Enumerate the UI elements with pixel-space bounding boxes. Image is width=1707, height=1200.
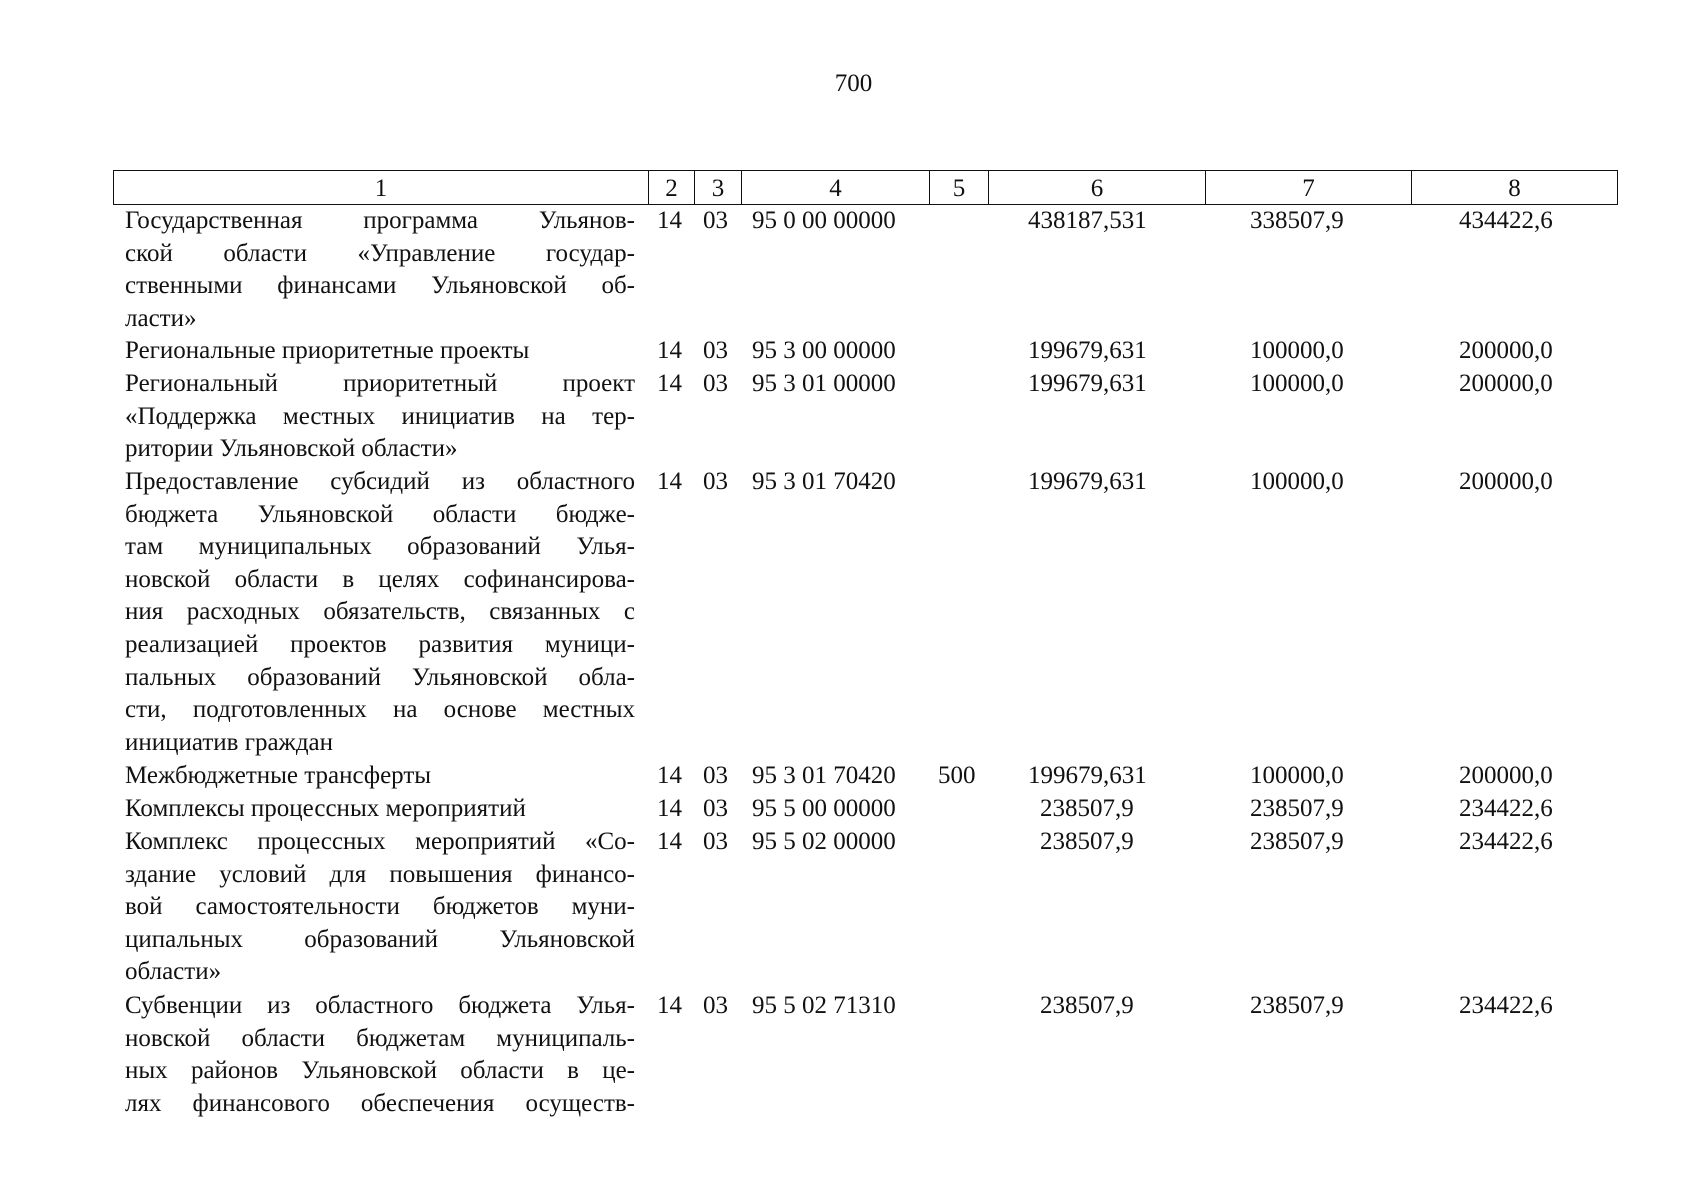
description-line: ласти»: [125, 304, 197, 332]
cell-amount-6: 238507,9: [1040, 992, 1134, 1019]
column-header-3: 3: [695, 171, 742, 205]
description-line: «Поддержка местных инициатив на тер-: [125, 402, 635, 430]
description-line: Предоставление субсидий из областного: [125, 468, 635, 495]
cell-amount-6: 199679,631: [1028, 762, 1147, 789]
cell-amount-8: 234422,6: [1459, 828, 1553, 855]
cell-subsection: 03: [703, 795, 728, 822]
table-header: [113, 170, 1618, 205]
page-number: 700: [834, 70, 873, 97]
cell-target-article: 95 3 00 00000: [752, 337, 896, 364]
description-line: Межбюджетные трансферты: [125, 762, 432, 789]
row-description: [125, 793, 635, 826]
column-header-4: 4: [742, 171, 930, 205]
cell-amount-6: 199679,631: [1028, 370, 1147, 397]
column-header-8: 8: [1412, 171, 1618, 205]
cell-subsection: 03: [703, 828, 728, 855]
cell-amount-6: 238507,9: [1040, 795, 1134, 822]
cell-amount-6: 238507,9: [1040, 828, 1134, 855]
cell-target-article: 95 3 01 00000: [752, 370, 896, 397]
description-line: Комплексы процессных мероприятий: [125, 795, 526, 822]
cell-subsection: 03: [703, 468, 728, 495]
cell-subsection: 03: [703, 207, 728, 234]
description-line: Региональные приоритетные проекты: [125, 337, 530, 364]
column-header-2: 2: [649, 171, 695, 205]
cell-amount-8: 200000,0: [1459, 370, 1553, 397]
row-description: [125, 826, 635, 989]
row-description: [125, 205, 635, 335]
description-line: ных районов Ульяновской области в це-: [125, 1057, 635, 1085]
description-line: Комплекс процессных мероприятий «Со-: [125, 828, 635, 855]
description-line: вой самостоятельности бюджетов муни-: [125, 893, 635, 921]
cell-amount-7: 238507,9: [1250, 828, 1344, 855]
cell-amount-8: 434422,6: [1459, 207, 1553, 234]
cell-amount-8: 200000,0: [1459, 337, 1553, 364]
cell-target-article: 95 5 00 00000: [752, 795, 896, 822]
description-line: Региональный приоритетный проект: [125, 370, 635, 397]
cell-amount-7: 238507,9: [1250, 795, 1344, 822]
cell-subsection: 03: [703, 370, 728, 397]
description-line: здание условий для повышения финансо-: [125, 860, 635, 888]
column-header-6: 6: [989, 171, 1206, 205]
column-header-1: 1: [114, 171, 649, 205]
cell-target-article: 95 0 00 00000: [752, 207, 896, 234]
description-line: ритории Ульяновской области»: [125, 435, 458, 463]
description-line: там муниципальных образований Улья-: [125, 533, 635, 561]
description-line: новской области в целях софинансирова-: [125, 565, 635, 593]
cell-target-article: 95 5 02 00000: [752, 828, 896, 855]
description-line: области»: [125, 958, 222, 986]
description-line: реализацией проектов развития муници-: [125, 630, 635, 658]
cell-amount-8: 200000,0: [1459, 468, 1553, 495]
description-line: новской области бюджетам муниципаль-: [125, 1024, 635, 1052]
cell-amount-6: 438187,531: [1028, 207, 1147, 234]
description-line: инициатив граждан: [125, 728, 334, 756]
description-line: Государственная программа Ульянов-: [125, 207, 635, 234]
row-description: [125, 990, 635, 1120]
cell-amount-7: 100000,0: [1250, 370, 1344, 397]
column-header-5: 5: [930, 171, 989, 205]
cell-amount-7: 238507,9: [1250, 992, 1344, 1019]
cell-target-article: 95 3 01 70420: [752, 762, 896, 789]
description-line: ципальных образований Ульяновской: [125, 925, 635, 953]
cell-subsection: 03: [703, 762, 728, 789]
description-line: пальных образований Ульяновской обла-: [125, 663, 635, 691]
description-line: Субвенции из областного бюджета Улья-: [125, 992, 635, 1019]
cell-section: 14: [657, 795, 682, 822]
cell-amount-6: 199679,631: [1028, 468, 1147, 495]
row-description: [125, 335, 635, 368]
description-line: ния расходных обязательств, связанных с: [125, 598, 635, 626]
cell-amount-8: 200000,0: [1459, 762, 1553, 789]
cell-amount-7: 338507,9: [1250, 207, 1344, 234]
description-line: бюджета Ульяновской области бюдже-: [125, 500, 635, 528]
description-line: ской области «Управление государ-: [125, 239, 635, 267]
description-line: сти, подготовленных на основе местных: [125, 696, 635, 724]
cell-expense-type: 500: [938, 762, 976, 789]
cell-section: 14: [657, 992, 682, 1019]
cell-amount-7: 100000,0: [1250, 468, 1344, 495]
cell-section: 14: [657, 337, 682, 364]
cell-amount-8: 234422,6: [1459, 992, 1553, 1019]
cell-section: 14: [657, 207, 682, 234]
cell-section: 14: [657, 370, 682, 397]
cell-amount-6: 199679,631: [1028, 337, 1147, 364]
cell-target-article: 95 3 01 70420: [752, 468, 896, 495]
row-description: [125, 368, 635, 466]
cell-section: 14: [657, 468, 682, 495]
cell-target-article: 95 5 02 71310: [752, 992, 896, 1019]
cell-amount-7: 100000,0: [1250, 762, 1344, 789]
cell-subsection: 03: [703, 337, 728, 364]
row-description: [125, 760, 635, 793]
cell-section: 14: [657, 828, 682, 855]
description-line: лях финансового обеспечения осуществ-: [125, 1089, 635, 1117]
cell-subsection: 03: [703, 992, 728, 1019]
cell-section: 14: [657, 762, 682, 789]
column-header-7: 7: [1206, 171, 1412, 205]
description-line: ственными финансами Ульяновской об-: [125, 272, 635, 300]
cell-amount-7: 100000,0: [1250, 337, 1344, 364]
row-description: [125, 466, 635, 759]
cell-amount-8: 234422,6: [1459, 795, 1553, 822]
